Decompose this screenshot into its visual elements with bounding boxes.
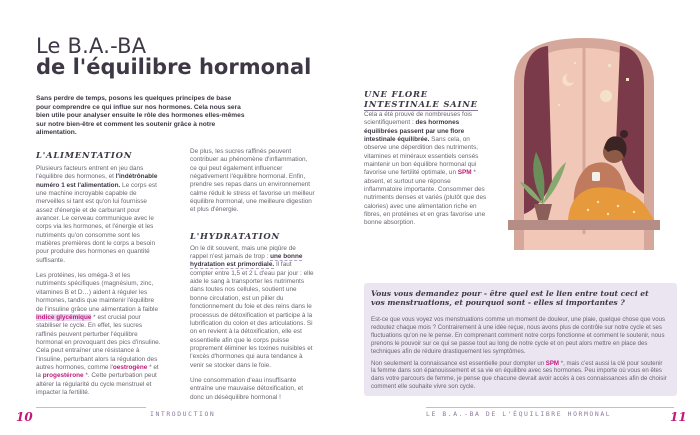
glossary-term-spm[interactable]: SPM [457,169,472,177]
sun-icon [600,90,612,102]
text: *. Cette perturbation peut altérer la régularité du cycle menstruel et impacter la fertilité. [36,372,157,396]
footer-section-label: INTRODUCTION [150,410,216,418]
page-title-line1: Le B.A.-BA [36,34,147,58]
woman-window-illustration [508,34,660,250]
callout-paragraph-1: Est-ce que vous voyez vos menstruations comme un moment de douleur, une plaie, quelque chose que vous redoutez chaque mois ? Contrairement à une idée reçue, nous avons plus de contrôle sur notre cycle et ses fluctuations qu'on ne le pense. En comprenant comment notre corps fonctionne et comment le soutenir, nous prenons le pouvoir sur ce qui se passe tout au long de notre cycle et on peut alors mettre en place des techniques afin de réduire drastiquement les symptômes. [371,316,666,355]
alimentation-paragraph-1 [36,165,161,265]
text: On le dit souvent, mais une piqûre de rappel n'est jamais de trop : [190,244,296,261]
text: Les protéines, les oméga-3 et les nutriments spécifiques (magnésium, zinc, vitamines B et D…) aident à réguler les hormones, tandis que maintenir l'équilibre de l'insuline grâce une alimentation à faible [36,272,159,313]
footer-rule-left [36,407,146,408]
hydratation-body [190,245,315,402]
emphasis-text: l'indétrônable numéro 1 est l'alimentation. [36,173,158,189]
mug-icon [592,172,600,181]
callout-paragraph-2 [371,360,668,392]
hydratation-paragraph-2: Une consommation d'eau insuffisante entraîne une mauvaise détoxification, et donc un déséquilibre hormonal ! [190,376,303,401]
flore-paragraph [364,111,489,228]
alimentation-paragraph-2 [36,272,161,397]
hydratation-paragraph-1 [190,245,315,370]
text: Cela a été prouvé de nombreuses fois scientifiquement : [364,111,472,127]
hydratation-heading: L'HYDRATATION [190,230,280,241]
menstruations-callout-box [364,283,677,396]
intro-paragraph: Sans perdre de temps, posons les quelques principes de base pour comprendre ce qui influe sur nos hormones. Cela nous sera bien utile pour analyser ensuite le rôle des hormones elles-mêmes sur notre bien-être et comment les soutenir grâce à notre alimentation. [36,95,245,137]
emphasis-text: une bonne hydratation est primordiale. [190,253,303,269]
page-number-right: 11 [670,410,687,424]
page-title-line2: de l'équilibre hormonal [36,55,312,79]
callout-heading: Vous vous demandez pour - être quel est le lien entre tout ceci et vos menstruations, et pourquoi sont - elles si importantes ? [371,289,649,307]
text: Non seulement la connaissance est essentielle pour dompter un [371,359,546,367]
text: Le corps est une machine incroyable capable de merveilles si tant est qu'on lui fournisse assez d'énergie et de carburant pour avancer. Le cerveau communique avec le corps via les hormones, et l'énergie et les nutriments qu'on consomme sont les matières premières dont le corps a besoin pour produire des hormones en quantité suffisante. [36,181,157,264]
text: * est crucial pour stabiliser le cycle. En effet, les sucres raffinés peuvent perturber l'équilibre hormonal en provoquant des pics d'insuline. Cela peut entraîner une résistance à l'insuline, perturbant alors la régulation des autres hormones, comme l' [36,313,161,371]
emphasis-text: des hormones équilibrées passent par une flore intestinale équilibrée. [364,119,465,144]
glossary-term-oestrogene[interactable]: oestrogène [112,363,148,371]
glossary-term-indice-glycemique[interactable]: indice glycémique [36,313,92,321]
column-2-body [190,148,315,215]
column-2 [190,148,315,409]
flore-heading-line1: UNE FLORE [364,89,428,99]
footer-rule-right [426,407,674,408]
flore-heading [364,89,478,111]
flore-section [364,89,489,235]
column-2-paragraph-1: De plus, les sucres raffinés peuvent contribuer au phénomène d'inflammation, ce qui peut également influencer négativement l'équilibre hormonal. Enfin, prendre ses repas dans un environnement calme réduit le stress et favorise un meilleur équilibre hormonal, une meilleure digestion et plus d'énergie. [190,148,315,214]
text: Sans cela, on observe une déperdition des nutriments, vitamines et minéraux essentiels censés maintenir un bon équilibre hormonal qui favorise une fertilité optimale, un [364,136,479,177]
flore-body [364,111,489,228]
text: * et la [36,363,159,380]
footer-chapter-label: LE B.A.-BA DE L'ÉQUILIBRE HORMONAL [426,410,612,418]
text: Plusieurs facteurs entrent en jeu dans l'équilibre des hormones, et [36,165,144,181]
page-number-left: 10 [16,410,33,424]
glossary-term-progesterone[interactable]: progestérone [42,372,84,380]
alimentation-body [36,165,161,397]
text: *, mais c'est aussi la clé pour soutenir la femme dans son épanouissement et sa vie en équilibre avec ses hormones. Peu importe où vous en êtes dans votre parcours de femme, je pense que chacune devrait avoir accès à ces connaissances afin de choisir comment elle souhaite vivre son cycle. [371,359,667,391]
text: Il faut compter entre 1,5 et 2 L d'eau par jour : elle aide le sang à transporter les nutriments dans toutes nos cellules, soutient une bonne circulation, est un pilier du fonctionnement du foie et des reins dans le processus de détoxification et participe à la lubrification du colon et des articulations. Si on en revient à la détoxification, elle est essentielle afin que le corps puisse proprement éliminer les toxines nuisibles et l'excès d'hormones qui aura tendance à venir se stocker dans le foie. [190,261,314,369]
callout-body [371,316,668,395]
text: * absent, et surtout une réponse inflammatoire importante. Consommer des nutriments denses et variés (plutôt que des calories) avec une alimentation riche en fibres, en protéines et en gras favorise une bonne absorption. [364,169,487,227]
flore-heading-line2: INTESTINALE SAINE [364,99,478,109]
alimentation-heading: L'ALIMENTATION [36,150,133,160]
window-sill-shape [508,220,660,230]
glossary-term-spm[interactable]: SPM [545,359,560,367]
alimentation-section [36,150,161,404]
